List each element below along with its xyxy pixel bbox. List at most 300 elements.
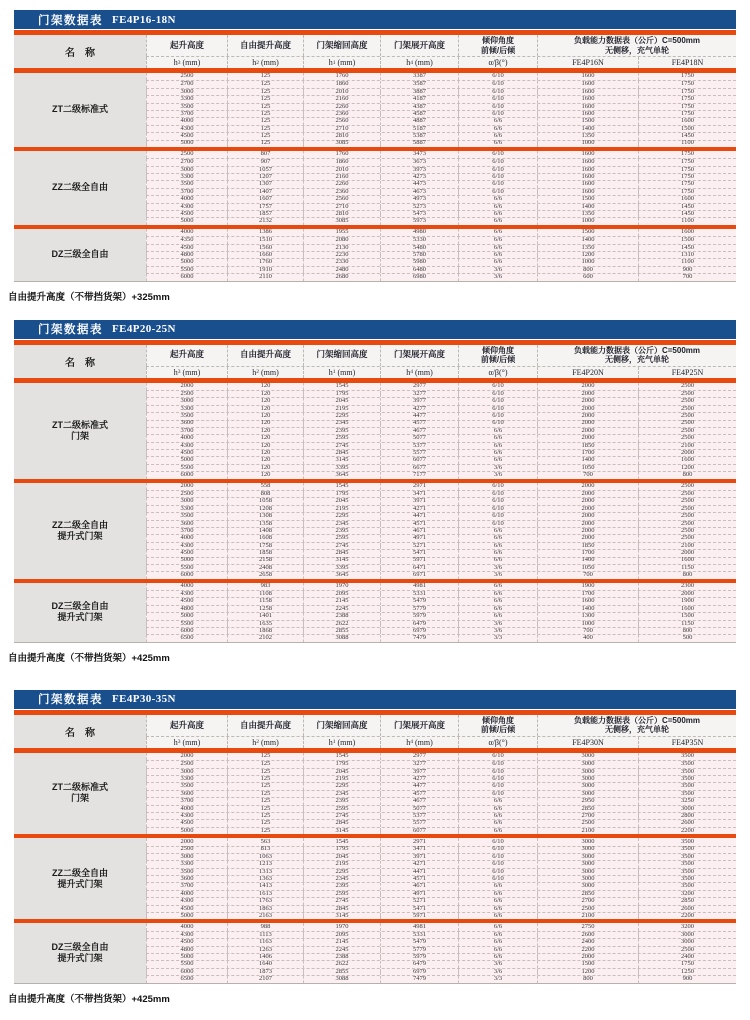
free-lift-height-cell: 1640	[227, 961, 303, 967]
data-row	[146, 266, 736, 273]
extended-height-cell: 5077	[380, 806, 458, 812]
retracted-height-cell: 2845	[303, 550, 380, 556]
free-lift-height-cell: 1760	[227, 259, 303, 265]
tilt-angle-cell: 6/10	[458, 383, 537, 390]
capacity-model2-cell: 2500	[638, 413, 736, 419]
retracted-height-cell: 2230	[303, 252, 380, 258]
lift-height-cell: 3000	[146, 498, 227, 504]
col-symbol-extended-height-cell: h 4 (mm)	[380, 367, 458, 378]
capacity-model1-cell: 2100	[537, 913, 638, 919]
retracted-height-cell: 1545	[303, 838, 380, 845]
col-header-free-lift-height-cell: 自由提升高度	[227, 345, 303, 366]
retracted-height-cell: 3145	[303, 457, 380, 463]
free-lift-height-cell: 125	[227, 761, 303, 767]
capacity-model1-cell: 2750	[537, 923, 638, 930]
tilt-angle-cell: 6/10	[458, 111, 537, 117]
retracted-height-cell: 2745	[303, 543, 380, 549]
capacity-model1-cell: 2850	[537, 806, 638, 812]
data-row	[146, 449, 736, 456]
data-row	[146, 805, 736, 812]
capacity-model1-cell: 1500	[537, 229, 638, 236]
capacity-model2-cell: 2500	[638, 391, 736, 397]
data-row	[146, 95, 736, 102]
retracted-height-cell: 2245	[303, 947, 380, 953]
extended-height-cell: 3673	[380, 159, 458, 165]
retracted-height-cell: 1795	[303, 847, 380, 853]
extended-height-cell: 6479	[380, 961, 458, 967]
data-row	[146, 612, 736, 619]
data-row	[146, 597, 736, 604]
free-lift-height-cell: 125	[227, 783, 303, 789]
capacity-model2-cell: 1200	[638, 465, 736, 471]
data-row	[146, 125, 736, 132]
retracted-height-cell: 2345	[303, 521, 380, 527]
free-lift-height-cell: 1108	[227, 591, 303, 597]
tilt-angle-cell: 6/6	[458, 806, 537, 812]
extended-height-cell: 7177	[380, 472, 458, 478]
table-bottom-rule	[14, 983, 736, 984]
col-symbol-tilt-angle: α/β(°)	[458, 737, 537, 748]
free-lift-height-cell: 125	[227, 96, 303, 102]
capacity-model2-cell: 1450	[638, 211, 736, 217]
lift-height-cell: 3300	[146, 406, 227, 412]
free-lift-height-cell: 1358	[227, 521, 303, 527]
lift-height-cell: 3300	[146, 506, 227, 512]
capacity-model1-cell: 1050	[537, 465, 638, 471]
lift-height-cell: 4300	[146, 813, 227, 819]
lift-height-cell: 3300	[146, 96, 227, 102]
data-row	[146, 132, 736, 139]
tilt-angle-cell: 6/10	[458, 847, 537, 853]
tilt-angle-cell: 6/10	[458, 761, 537, 767]
table-header-row	[14, 715, 736, 748]
capacity-model2-cell: 2500	[638, 483, 736, 490]
free-lift-height-cell: 120	[227, 450, 303, 456]
lift-height-cell: 4500	[146, 598, 227, 604]
table-header-row	[14, 345, 736, 378]
free-lift-height-cell: 1757	[227, 204, 303, 210]
capacity-model2-cell: 2100	[638, 543, 736, 549]
extended-height-cell: 5377	[380, 443, 458, 449]
extended-height-cell: 5377	[380, 813, 458, 819]
data-row	[146, 110, 736, 117]
table-title-bar	[14, 690, 736, 709]
retracted-height-cell: 2810	[303, 211, 380, 217]
extended-height-cell: 5971	[380, 913, 458, 919]
capacity-model2-cell: 1150	[638, 565, 736, 571]
capacity-model1-cell: 2000	[537, 406, 638, 412]
lift-height-cell: 2000	[146, 753, 227, 760]
extended-height-cell: 3977	[380, 769, 458, 775]
capacity-model1-cell: 1850	[537, 543, 638, 549]
extended-height-cell: 2971	[380, 838, 458, 845]
lift-height-cell: 3600	[146, 521, 227, 527]
retracted-height-cell: 2195	[303, 861, 380, 867]
extended-height-cell: 4677	[380, 428, 458, 434]
capacity-model2-cell: 1750	[638, 181, 736, 187]
retracted-height-cell: 2145	[303, 598, 380, 604]
free-lift-height-cell: 558	[227, 483, 303, 490]
capacity-model1-cell: 2700	[537, 898, 638, 904]
retracted-height-cell: 1760	[303, 151, 380, 158]
free-lift-height-cell: 120	[227, 406, 303, 412]
free-lift-height-cell: 2163	[227, 913, 303, 919]
data-row	[146, 797, 736, 804]
retracted-height-cell: 2160	[303, 96, 380, 102]
retracted-height-cell: 2295	[303, 783, 380, 789]
tilt-angle-cell: 6/6	[458, 229, 537, 236]
lift-height-cell: 5000	[146, 141, 227, 147]
data-row	[146, 427, 736, 434]
capacity-model1-cell: 2000	[537, 413, 638, 419]
capacity-model2-cell: 1750	[638, 159, 736, 165]
free-lift-height-cell: 2102	[227, 635, 303, 641]
retracted-height-cell: 2345	[303, 421, 380, 427]
free-lift-footnote: 自由提升高度（不带挡货架）+325mm	[8, 291, 170, 303]
retracted-height-cell: 2810	[303, 133, 380, 139]
mast-datasheet-page	[0, 10, 750, 1005]
extended-height-cell: 4187	[380, 96, 458, 102]
retracted-height-cell: 3085	[303, 218, 380, 224]
tilt-angle-cell: 6/6	[458, 535, 537, 541]
extended-height-cell: 4577	[380, 791, 458, 797]
lift-height-cell: 3000	[146, 398, 227, 404]
retracted-height-cell: 2560	[303, 118, 380, 124]
data-row	[146, 464, 736, 471]
retracted-height-cell: 2260	[303, 104, 380, 110]
lift-height-cell: 2500	[146, 761, 227, 767]
lift-height-cell: 5000	[146, 259, 227, 265]
tilt-angle-cell: 3/3	[458, 976, 537, 982]
data-row	[146, 549, 736, 556]
data-row	[146, 860, 736, 867]
datasheet-block-1	[0, 10, 750, 303]
data-row	[146, 946, 736, 953]
data-row	[146, 875, 736, 882]
tilt-angle-cell: 6/10	[458, 189, 537, 195]
lift-height-cell: 3600	[146, 876, 227, 882]
retracted-height-cell: 1970	[303, 583, 380, 590]
tilt-angle-cell: 6/6	[458, 196, 537, 202]
data-row	[146, 151, 736, 158]
name-column-header: 名 称	[14, 345, 146, 378]
capacity-model1-cell: 1700	[537, 591, 638, 597]
capacity-model2-cell: 1600	[638, 558, 736, 564]
retracted-height-cell: 3645	[303, 472, 380, 478]
capacity-model2-cell: 1450	[638, 204, 736, 210]
tilt-angle-cell: 6/10	[458, 174, 537, 180]
lift-height-cell: 4000	[146, 435, 227, 441]
data-row	[146, 534, 736, 541]
data-row	[146, 390, 736, 397]
free-lift-height-cell: 1063	[227, 854, 303, 860]
free-lift-height-cell: 983	[227, 583, 303, 590]
capacity-model2-cell: 1750	[638, 174, 736, 180]
lift-height-cell: 3700	[146, 883, 227, 889]
lift-height-cell: 2000	[146, 383, 227, 390]
lift-height-cell: 4300	[146, 898, 227, 904]
capacity-model2-cell: 2500	[638, 506, 736, 512]
free-lift-height-cell: 125	[227, 141, 303, 147]
retracted-height-cell: 2745	[303, 813, 380, 819]
capacity-model2-cell: 2500	[638, 406, 736, 412]
data-row	[146, 471, 736, 478]
extended-height-cell: 3971	[380, 854, 458, 860]
capacity-model2-cell: 1750	[638, 89, 736, 95]
capacity-model2-cell: 1100	[638, 259, 736, 265]
extended-height-cell: 5473	[380, 211, 458, 217]
lift-height-cell: 4500	[146, 550, 227, 556]
extended-height-cell: 6979	[380, 969, 458, 975]
tilt-angle-cell: 6/10	[458, 421, 537, 427]
capacity-model1-cell: 2600	[537, 932, 638, 938]
table-bottom-rule	[14, 642, 736, 643]
lift-height-cell: 4500	[146, 211, 227, 217]
capacity-model2-cell: 2500	[638, 513, 736, 519]
retracted-height-cell: 3395	[303, 465, 380, 471]
lift-height-cell: 2500	[146, 847, 227, 853]
free-lift-height-cell: 1560	[227, 245, 303, 251]
lift-height-cell: 5500	[146, 621, 227, 627]
datasheet-block-2	[0, 320, 750, 664]
capacity-model2-cell: 3500	[638, 869, 736, 875]
tilt-angle-cell: 6/6	[458, 613, 537, 619]
data-row	[146, 258, 736, 265]
capacity-model2-cell: 3250	[638, 798, 736, 804]
lift-height-cell: 3300	[146, 861, 227, 867]
extended-height-cell: 3277	[380, 761, 458, 767]
tilt-angle-cell: 6/10	[458, 753, 537, 760]
data-row	[146, 140, 736, 147]
extended-height-cell: 5980	[380, 259, 458, 265]
tilt-angle-cell: 6/10	[458, 81, 537, 87]
lift-height-cell: 2700	[146, 159, 227, 165]
extended-height-cell: 4677	[380, 798, 458, 804]
lift-height-cell: 4000	[146, 535, 227, 541]
free-lift-height-cell: 1858	[227, 550, 303, 556]
free-lift-height-cell: 120	[227, 443, 303, 449]
load-model-1: FE4P20N	[537, 367, 638, 378]
lift-height-cell: 4000	[146, 196, 227, 202]
capacity-model2-cell: 3000	[638, 806, 736, 812]
tilt-angle-cell: 3/6	[458, 465, 537, 471]
table-title-bar	[14, 320, 736, 339]
free-lift-height-cell: 1058	[227, 498, 303, 504]
capacity-model1-cell: 3000	[537, 838, 638, 845]
retracted-height-cell: 2622	[303, 621, 380, 627]
free-lift-height-cell: 1213	[227, 861, 303, 867]
free-lift-height-cell: 2110	[227, 274, 303, 280]
lift-height-cell: 5000	[146, 558, 227, 564]
lift-height-cell: 3000	[146, 89, 227, 95]
capacity-model1-cell: 1400	[537, 204, 638, 210]
free-lift-height-cell: 1363	[227, 876, 303, 882]
tilt-angle-cell: 6/6	[458, 443, 537, 449]
data-row	[146, 882, 736, 889]
mast-data-table-FE4P30-35N	[14, 690, 736, 984]
table-bottom-rule	[14, 281, 736, 282]
tilt-angle-cell: 6/6	[458, 947, 537, 953]
capacity-model1-cell: 1600	[537, 104, 638, 110]
free-lift-height-cell: 2408	[227, 565, 303, 571]
data-row	[146, 897, 736, 904]
capacity-model1-cell: 1600	[537, 159, 638, 165]
capacity-model2-cell: 2200	[638, 913, 736, 919]
tilt-angle-cell: 6/6	[458, 883, 537, 889]
tilt-angle-cell: 6/10	[458, 89, 537, 95]
free-lift-height-cell: 1207	[227, 174, 303, 180]
capacity-model2-cell: 1310	[638, 252, 736, 258]
free-lift-height-cell: 125	[227, 73, 303, 80]
capacity-model1-cell: 2000	[537, 513, 638, 519]
lift-height-cell: 3700	[146, 428, 227, 434]
col-symbol-extended-height-cell: h 4 (mm)	[380, 57, 458, 68]
col-header-extended-height-cell: 门架展开高度	[380, 35, 458, 56]
lift-height-cell: 6500	[146, 635, 227, 641]
col-header-tilt-angle: 倾仰角度 前倾/后倾	[458, 345, 537, 366]
extended-height-cell: 5779	[380, 606, 458, 612]
free-lift-height-cell: 1208	[227, 506, 303, 512]
capacity-model2-cell: 1750	[638, 73, 736, 80]
retracted-height-cell: 2080	[303, 237, 380, 243]
table-model-range: FE4P16-18N	[112, 13, 176, 26]
col-symbol-tilt-angle: α/β(°)	[458, 57, 537, 68]
extended-height-cell: 6677	[380, 465, 458, 471]
col-header-retracted-height-cell: 门架缩回高度	[303, 715, 380, 736]
retracted-height-cell: 3085	[303, 141, 380, 147]
free-lift-height-cell: 1613	[227, 891, 303, 897]
mast-type-name: DZ三级全自由 提升式门架	[14, 583, 146, 642]
lift-height-cell: 4500	[146, 133, 227, 139]
capacity-model2-cell: 2500	[638, 435, 736, 441]
tilt-angle-cell: 6/10	[458, 159, 537, 165]
free-lift-height-cell: 125	[227, 118, 303, 124]
lift-height-cell: 4300	[146, 932, 227, 938]
lift-height-cell: 4800	[146, 252, 227, 258]
table-title: 门架数据表	[38, 14, 103, 27]
retracted-height-cell: 2195	[303, 506, 380, 512]
data-row	[146, 497, 736, 504]
capacity-model1-cell: 1400	[537, 126, 638, 132]
tilt-angle-cell: 6/10	[458, 776, 537, 782]
tilt-angle-cell: 6/6	[458, 435, 537, 441]
lift-height-cell: 4500	[146, 939, 227, 945]
capacity-model1-cell: 1850	[537, 443, 638, 449]
lift-height-cell: 2500	[146, 151, 227, 158]
capacity-model2-cell: 1600	[638, 196, 736, 202]
free-lift-height-cell: 125	[227, 791, 303, 797]
extended-height-cell: 5887	[380, 141, 458, 147]
extended-height-cell: 4571	[380, 521, 458, 527]
data-row	[146, 571, 736, 578]
extended-height-cell: 3973	[380, 167, 458, 173]
retracted-height-cell: 2160	[303, 174, 380, 180]
capacity-model1-cell: 800	[537, 267, 638, 273]
capacity-model2-cell: 2500	[638, 947, 736, 953]
col-header-load-capacity: 负载能力数据表（公斤）C=500mm 无侧移，充气单轮	[537, 345, 736, 366]
extended-height-cell: 5479	[380, 939, 458, 945]
capacity-model1-cell: 2950	[537, 798, 638, 804]
capacity-model1-cell: 3000	[537, 869, 638, 875]
free-lift-height-cell: 120	[227, 428, 303, 434]
extended-height-cell: 6479	[380, 621, 458, 627]
tilt-angle-cell: 6/6	[458, 820, 537, 826]
capacity-model1-cell: 1300	[537, 613, 638, 619]
capacity-model2-cell: 1100	[638, 218, 736, 224]
capacity-model1-cell: 2200	[537, 947, 638, 953]
free-lift-height-cell: 1413	[227, 883, 303, 889]
free-lift-height-cell: 1163	[227, 939, 303, 945]
col-header-lift-height-cell: 起升高度	[146, 35, 227, 56]
lift-height-cell: 2700	[146, 81, 227, 87]
col-header-load-capacity: 负载能力数据表（公斤）C=500mm 无侧移，充气单轮	[537, 715, 736, 736]
retracted-height-cell: 1795	[303, 491, 380, 497]
retracted-height-cell: 3395	[303, 565, 380, 571]
free-lift-height-cell: 125	[227, 828, 303, 834]
free-lift-height-cell: 125	[227, 111, 303, 117]
col-symbol-free-lift-height-cell: h 2 (mm)	[227, 367, 303, 378]
data-row	[146, 868, 736, 875]
free-lift-height-cell: 120	[227, 457, 303, 463]
tilt-angle-cell: 3/6	[458, 969, 537, 975]
capacity-model1-cell: 3000	[537, 847, 638, 853]
data-row	[146, 634, 736, 641]
data-row	[146, 527, 736, 534]
col-symbol-retracted-height-cell: h 1 (mm)	[303, 737, 380, 748]
capacity-model2-cell: 2200	[638, 828, 736, 834]
data-row	[146, 775, 736, 782]
extended-height-cell: 4577	[380, 421, 458, 427]
free-lift-height-cell: 1158	[227, 598, 303, 604]
data-row	[146, 244, 736, 251]
tilt-angle-cell: 6/6	[458, 211, 537, 217]
capacity-model2-cell: 3200	[638, 923, 736, 930]
mast-data-table-FE4P20-25N	[14, 320, 736, 643]
tilt-angle-cell: 6/6	[458, 891, 537, 897]
capacity-model2-cell: 2500	[638, 398, 736, 404]
retracted-height-cell: 2595	[303, 435, 380, 441]
capacity-model2-cell: 1750	[638, 111, 736, 117]
data-row	[146, 210, 736, 217]
retracted-height-cell: 2680	[303, 274, 380, 280]
extended-height-cell: 4981	[380, 583, 458, 590]
data-row	[146, 790, 736, 797]
lift-height-cell: 2500	[146, 73, 227, 80]
tilt-angle-cell: 6/10	[458, 73, 537, 80]
data-row	[146, 557, 736, 564]
capacity-model2-cell: 2500	[638, 528, 736, 534]
capacity-model2-cell: 1900	[638, 598, 736, 604]
extended-height-cell: 5187	[380, 126, 458, 132]
tilt-angle-cell: 6/6	[458, 133, 537, 139]
tilt-angle-cell: 3/6	[458, 565, 537, 571]
lift-height-cell: 5500	[146, 465, 227, 471]
col-symbol-free-lift-height-cell: h 2 (mm)	[227, 737, 303, 748]
tilt-angle-cell: 6/6	[458, 906, 537, 912]
capacity-model1-cell: 3000	[537, 776, 638, 782]
col-header-tilt-angle: 倾仰角度 前倾/后倾	[458, 35, 537, 56]
data-row	[146, 846, 736, 853]
capacity-model1-cell: 3000	[537, 761, 638, 767]
free-lift-height-cell: 1660	[227, 252, 303, 258]
capacity-model1-cell: 2000	[537, 498, 638, 504]
retracted-height-cell: 2845	[303, 906, 380, 912]
free-lift-height-cell: 1857	[227, 211, 303, 217]
table-model-range: FE4P30-35N	[112, 693, 176, 706]
capacity-model1-cell: 2000	[537, 398, 638, 404]
data-row	[146, 605, 736, 612]
retracted-height-cell: 2095	[303, 932, 380, 938]
